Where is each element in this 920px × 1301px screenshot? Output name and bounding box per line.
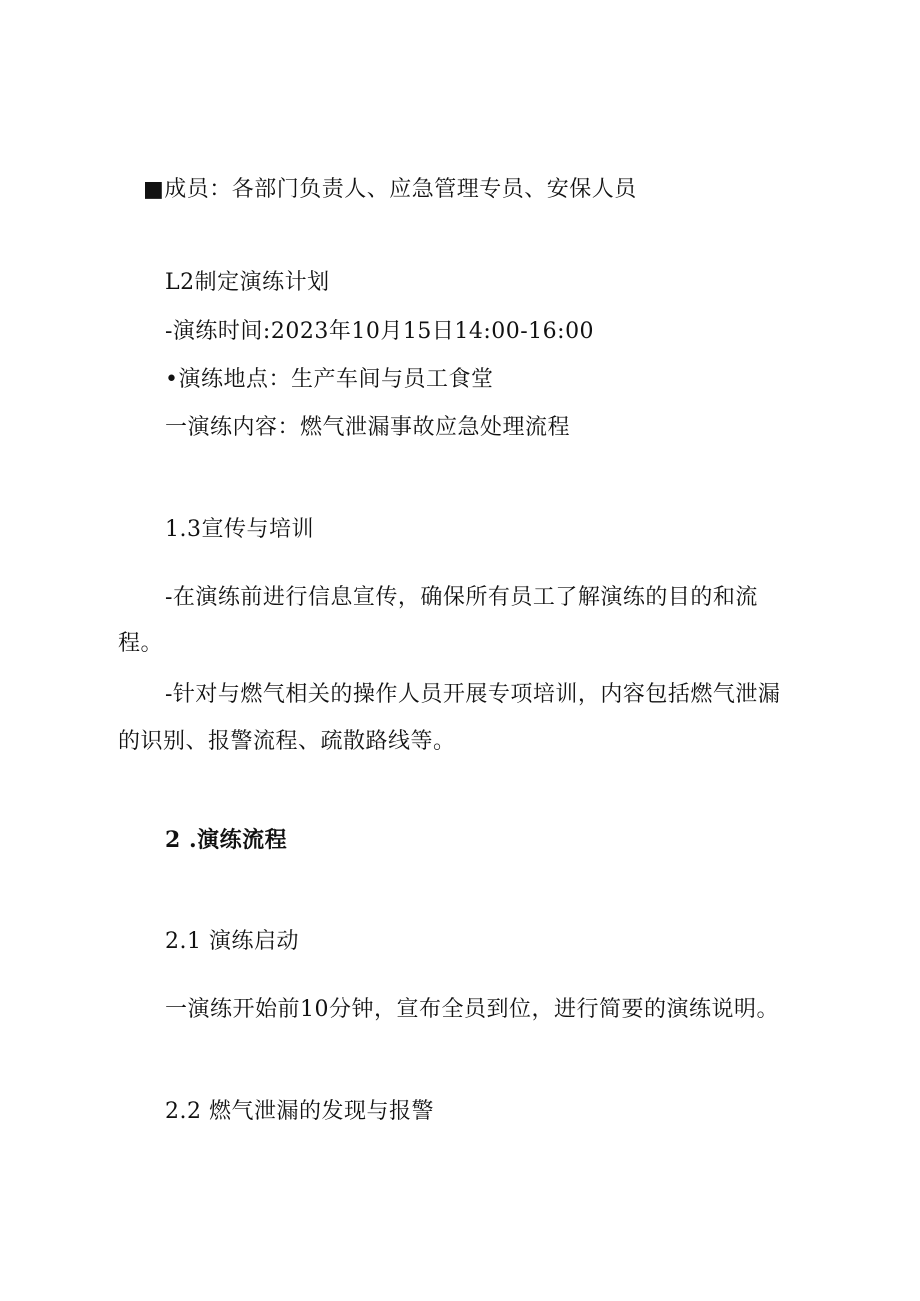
publicity-para-line-2: 程。	[118, 631, 164, 656]
drill-content-item: 一演练内容：燃气泄漏事故应急处理流程	[165, 415, 571, 440]
drill-time-item: -演练时间:2023年10月15日14:00-16:00	[165, 319, 595, 344]
training-para-line-2: 的识别、报警流程、疏散路线等。	[118, 729, 456, 754]
section-2-1-text: 一演练开始前10分钟，宣布全员到位，进行简要的演练说明。	[165, 997, 779, 1022]
publicity-para-line-1: -在演练前进行信息宣传，确保所有员工了解演练的目的和流	[165, 585, 758, 610]
members-line: ■成员：各部门负责人、应急管理专员、安保人员	[143, 177, 637, 202]
section-1-2-heading: L2制定演练计划	[165, 270, 330, 295]
section-1-3-heading: 1.3宣传与培训	[165, 517, 314, 542]
section-2-2-heading: 2.2 燃气泄漏的发现与报警	[165, 1099, 434, 1124]
section-2-1-heading: 2.1 演练启动	[165, 929, 299, 954]
drill-location-item: •演练地点：生产车间与员工食堂	[165, 367, 494, 392]
training-para-line-1: -针对与燃气相关的操作人员开展专项培训，内容包括燃气泄漏	[165, 682, 781, 707]
section-2-heading: 2 .演练流程	[165, 827, 288, 853]
